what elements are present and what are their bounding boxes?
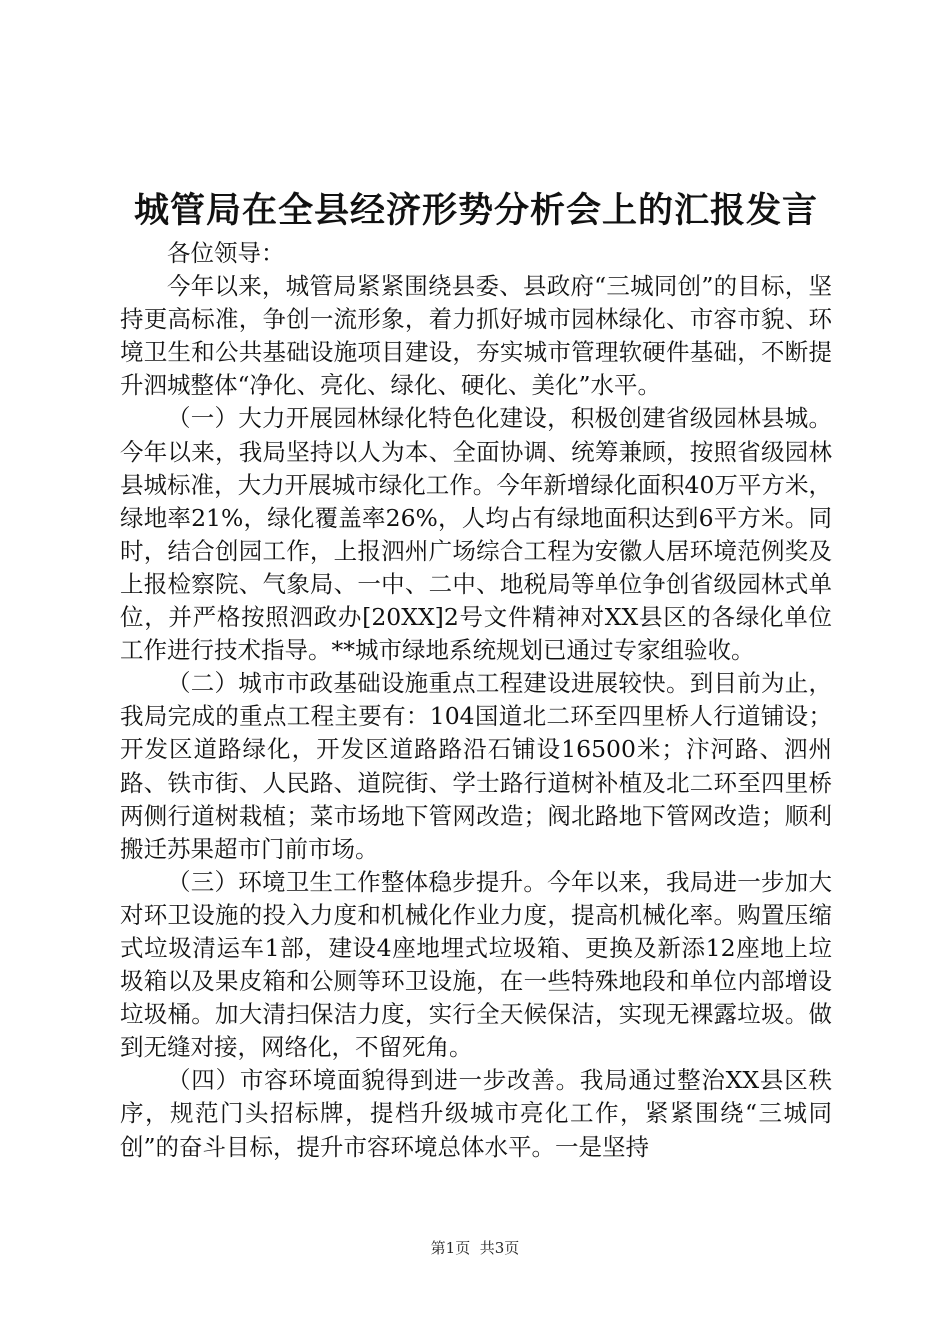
document-body: [120, 237, 832, 1164]
salutation-paragraph: 各位领导：: [167, 239, 285, 267]
page-number-total: 共3页: [479, 1239, 520, 1257]
section-3-paragraph: （三）环境卫生工作整体稳步提升。今年以来，我局进一步加大对环卫设施的投入力度和机械化作业力度，提高机械化率。购置压缩式垃圾清运车1部，建设4座地埋式垃圾箱、更换及新添12座地上垃圾箱以及果皮箱和公厕等环卫设施，在一些特殊地段和单位内部增设垃圾桶。加大清扫保洁力度，实行全天候保洁，实现无裸露垃圾。做到无缝对接，网络化，不留死角。: [120, 867, 832, 1062]
footer-separator: [470, 1239, 480, 1257]
section-2-paragraph: （二）城市市政基础设施重点工程建设进展较快。到目前为止，我局完成的重点工程主要有：104国道北二环至四里桥人行道铺设；开发区道路绿化，开发区道路路沿石铺设16500米；汴河路、泗州路、铁市街、人民路、道院街、学士路行道树补植及北二环至四里桥两侧行道树栽植；菜市场地下管网改造；阀北路地下管网改造；顺利搬迁苏果超市门前市场。: [120, 669, 832, 863]
section-1-paragraph: （一）大力开展园林绿化特色化建设，积极创建省级园林县城。今年以来，我局坚持以人为本、全面协调、统筹兼顾，按照省级园林县城标准，大力开展城市绿化工作。今年新增绿化面积40万平方米，绿地率21%，绿化覆盖率26%，人均占有绿地面积达到6平方米。同时，结合创园工作，上报泗州广场综合工程为安徽人居环境范例奖及上报检察院、气象局、一中、二中、地税局等单位争创省级园林式单位，并严格按照泗政办[20XX]2号文件精神对XX县区的各绿化单位工作进行技术指导。**城市绿地系统规划已通过专家组验收。: [120, 404, 832, 665]
page-number-current: 第1页: [430, 1239, 471, 1257]
document-content: [120, 185, 832, 1164]
section-4-paragraph: （四）市容环境面貌得到进一步改善。我局通过整治XX县区秩序，规范门头招标牌，提档升级城市亮化工作，紧紧围绕“三城同创”的奋斗目标，提升市容环境总体水平。一是坚持: [120, 1066, 832, 1161]
document-title: 城管局在全县经济形势分析会上的汇报发言: [133, 190, 818, 231]
intro-paragraph: 今年以来，城管局紧紧围绕县委、县政府“三城同创”的目标，坚持更高标准，争创一流形象，着力抓好城市园林绿化、市容市貌、环境卫生和公共基础设施项目建设，夯实城市管理软硬件基础，不断提升泗城整体“净化、亮化、绿化、硬化、美化”水平。: [120, 272, 832, 400]
page-footer: [0, 1238, 950, 1258]
